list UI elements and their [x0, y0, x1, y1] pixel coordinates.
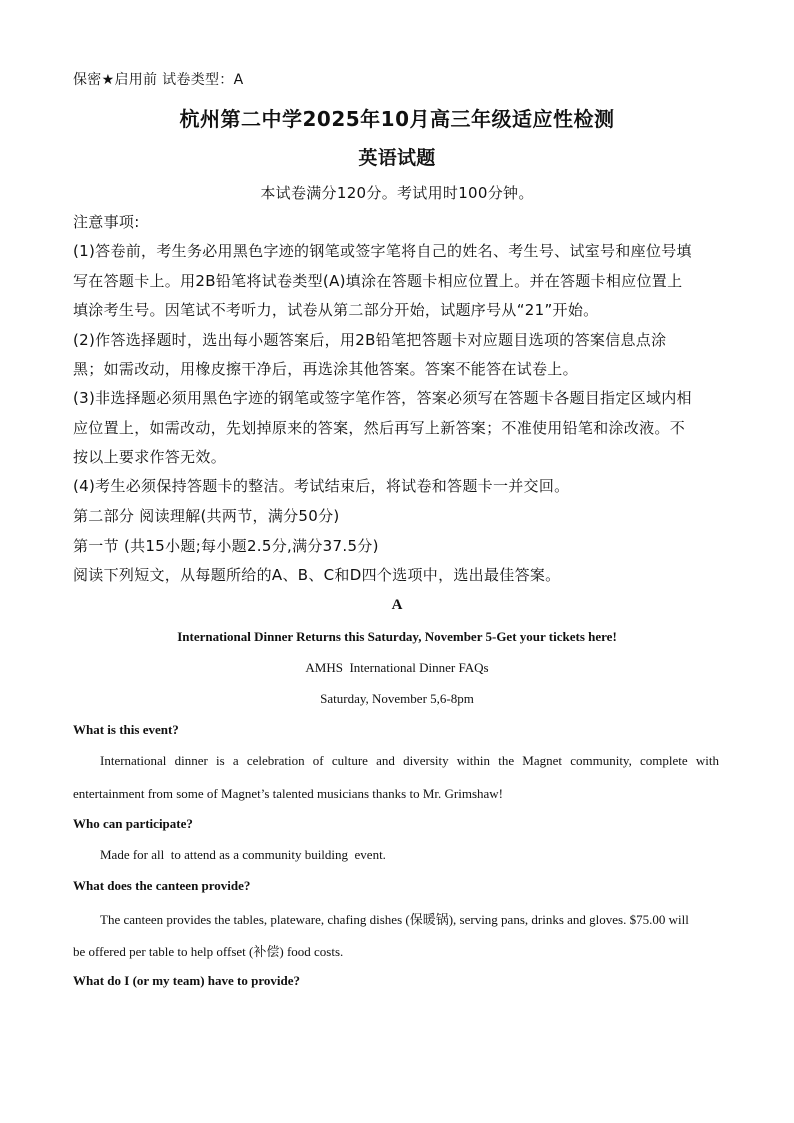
faq-answer-1-line-1: International dinner is a celebration of culture and diversity within the Magnet community, complete with	[100, 753, 719, 768]
faq-answer-1-line-2: entertainment from some of Magnet’s talented musicians thanks to Mr. Grimshaw!	[73, 786, 503, 801]
note-3-line-1: (3)非选择题必须用黑色字迹的钢笔或签字笔作答，答案必须写在答题卡各题目指定区域内相	[73, 389, 692, 407]
passage-letter: A	[391, 597, 403, 613]
notes-heading: 注意事项:	[73, 213, 140, 231]
note-3-line-2: 应位置上，如需改动，先划掉原来的答案，然后再写上新答案；不准使用铅笔和涂改液。不	[73, 419, 686, 437]
event-date: Saturday, November 5,6-8pm	[320, 691, 474, 706]
section1-heading: 第一节 (共15小题;每小题2.5分,满分37.5分)	[73, 537, 379, 555]
event-title: International Dinner Returns this Saturday, November 5-Get your tickets here!	[177, 629, 617, 644]
faq-question-3: What does the canteen provide?	[73, 878, 251, 893]
section-instruction: 阅读下列短文，从每题所给的A、B、C和D四个选项中，选出最佳答案。	[73, 566, 561, 584]
exam-subtitle: 英语试题	[358, 147, 436, 169]
score-line: 本试卷满分120分。考试用时100分钟。	[260, 184, 534, 202]
note-3-line-3: 按以上要求作答无效。	[73, 448, 227, 466]
faq-answer-3-line-2: be offered per table to help offset (补偿) food costs.	[73, 944, 344, 959]
note-2-line-2: 黑；如需改动，用橡皮擦干净后，再选涂其他答案。答案不能答在试卷上。	[73, 360, 578, 378]
exam-title: 杭州第二中学2025年10月高三年级适应性检测	[179, 107, 615, 131]
note-1-line-1: (1)答卷前，考生务必用黑色字迹的钢笔或签字笔将自己的姓名、考生号、试室号和座位号填	[73, 242, 692, 260]
faq-question-2: Who can participate?	[73, 816, 193, 831]
note-2-line-1: (2)作答选择题时，选出每小题答案后，用2B铅笔把答题卡对应题目选项的答案信息点涂	[73, 331, 667, 349]
note-4: (4)考生必须保持答题卡的整洁。考试结束后，将试卷和答题卡一并交回。	[73, 477, 570, 495]
note-1-line-3: 填涂考生号。因笔试不考听力，试卷从第二部分开始，试题序号从“21”开始。	[73, 301, 599, 319]
faq-question-1: What is this event?	[73, 722, 179, 737]
note-1-line-2: 写在答题卡上。用2B铅笔将试卷类型(A)填涂在答题卡相应位置上。并在答题卡相应位置上	[73, 272, 683, 290]
faq-answer-2: Made for all to attend as a community building event.	[100, 847, 386, 862]
confidential-label: 保密★启用前 试卷类型：A	[73, 72, 244, 88]
part2-heading: 第二部分 阅读理解(共两节，满分50分)	[73, 507, 340, 525]
faq-question-4: What do I (or my team) have to provide?	[73, 973, 301, 988]
faq-title: AMHS International Dinner FAQs	[305, 660, 489, 675]
faq-answer-3-line-1: The canteen provides the tables, plateware, chafing dishes (保暖锅), serving pans, drinks and gloves. $75.00 will	[100, 912, 689, 927]
